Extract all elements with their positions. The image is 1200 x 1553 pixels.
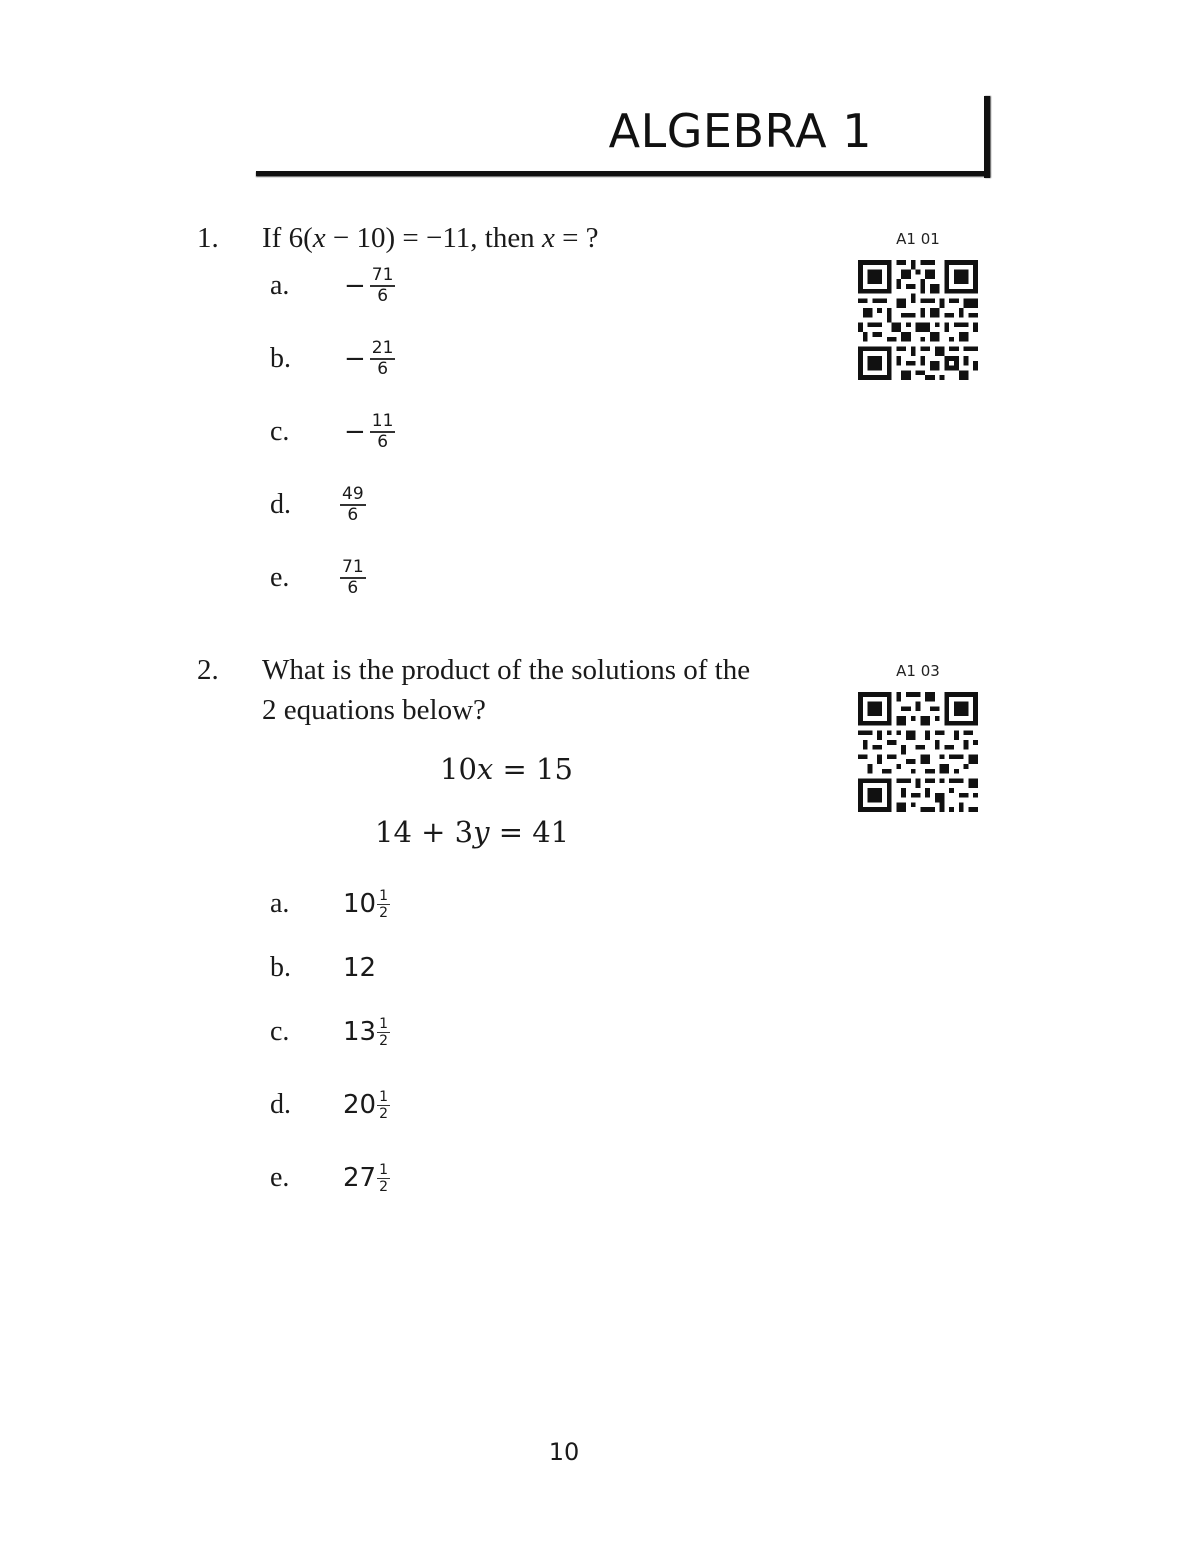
minus-sign: −	[344, 417, 366, 447]
choice-value	[343, 1148, 390, 1208]
qr-code-label: A1 03	[896, 662, 940, 680]
question-text-line: What is the product of the solutions of the	[262, 654, 751, 686]
choice-letter: d.	[270, 489, 291, 520]
choice-value	[343, 1002, 390, 1062]
equation-part: 14 + 3	[375, 815, 474, 849]
choice-letter: b.	[270, 343, 291, 374]
question-text-line: 2 equations below?	[262, 694, 486, 726]
question-text	[262, 218, 822, 258]
question-text	[262, 650, 822, 730]
denominator: 2	[379, 1105, 389, 1122]
denominator: 6	[377, 432, 389, 452]
minus-sign: −	[344, 271, 366, 301]
choice-letter: e.	[270, 562, 290, 593]
variable: x	[476, 752, 494, 786]
choice-value	[340, 548, 366, 608]
numerator: 1	[379, 1015, 389, 1032]
equation	[440, 752, 573, 786]
denominator: 2	[379, 904, 389, 921]
numerator: 71	[371, 265, 394, 285]
choice-letter: c.	[270, 416, 290, 447]
numerator: 71	[342, 557, 364, 577]
choice-value	[344, 329, 395, 389]
equation-part: = 15	[493, 752, 573, 786]
page-header	[256, 96, 990, 178]
question-number: 2.	[197, 654, 219, 686]
choice-value	[343, 874, 390, 934]
whole-number: 20	[343, 1090, 377, 1120]
minus-sign: −	[344, 344, 366, 374]
equation-part: 10	[440, 752, 477, 786]
choice-value	[340, 475, 366, 535]
numerator: 1	[379, 1161, 389, 1178]
choice-letter: e.	[270, 1162, 290, 1193]
page-number: 10	[548, 1438, 580, 1466]
qr-code-label: A1 01	[896, 230, 940, 248]
choice-value	[344, 256, 395, 316]
whole-number: 10	[343, 889, 377, 919]
question-text-part: − 10) = −11, then	[325, 222, 542, 254]
choice-letter: d.	[270, 1089, 291, 1120]
question-number: 1.	[197, 222, 219, 254]
qr-code-icon	[858, 692, 978, 812]
choice-letter: a.	[270, 888, 290, 919]
fraction	[377, 1089, 390, 1122]
numerator: 1	[379, 1088, 389, 1105]
denominator: 6	[377, 286, 389, 306]
choice-letter: b.	[270, 952, 291, 983]
numerator: 21	[371, 338, 394, 358]
denominator: 2	[379, 1178, 389, 1195]
equation-part: = 41	[489, 815, 570, 849]
numerator: 1	[379, 887, 389, 904]
whole-number: 27	[343, 1163, 377, 1193]
denominator: 6	[347, 505, 359, 525]
header-rule	[256, 171, 990, 176]
fraction	[377, 1016, 390, 1049]
choice-value	[343, 938, 377, 998]
fraction	[377, 1162, 390, 1195]
denominator: 6	[347, 578, 359, 598]
fraction	[340, 558, 366, 598]
qr-code-icon	[858, 260, 978, 380]
denominator: 6	[377, 359, 389, 379]
choice-value	[344, 402, 395, 462]
variable: x	[312, 222, 326, 254]
numerator: 11	[371, 411, 394, 431]
denominator: 2	[379, 1032, 389, 1049]
question-text-part: = ?	[554, 222, 599, 254]
choice-letter: a.	[270, 270, 290, 301]
fraction	[370, 339, 396, 379]
variable: x	[541, 222, 555, 254]
fraction	[377, 888, 390, 921]
question-text-part: If 6(	[262, 222, 313, 254]
fraction	[370, 266, 396, 306]
header-vertical-bar	[984, 96, 990, 178]
page-title: ALGEBRA 1	[608, 104, 872, 158]
equation	[375, 815, 569, 849]
whole-number: 12	[343, 953, 377, 983]
fraction	[340, 485, 366, 525]
fraction	[370, 412, 396, 452]
numerator: 49	[342, 484, 364, 504]
choice-letter: c.	[270, 1016, 290, 1047]
whole-number: 13	[343, 1017, 377, 1047]
choice-value	[343, 1075, 390, 1135]
variable: y	[473, 815, 490, 849]
